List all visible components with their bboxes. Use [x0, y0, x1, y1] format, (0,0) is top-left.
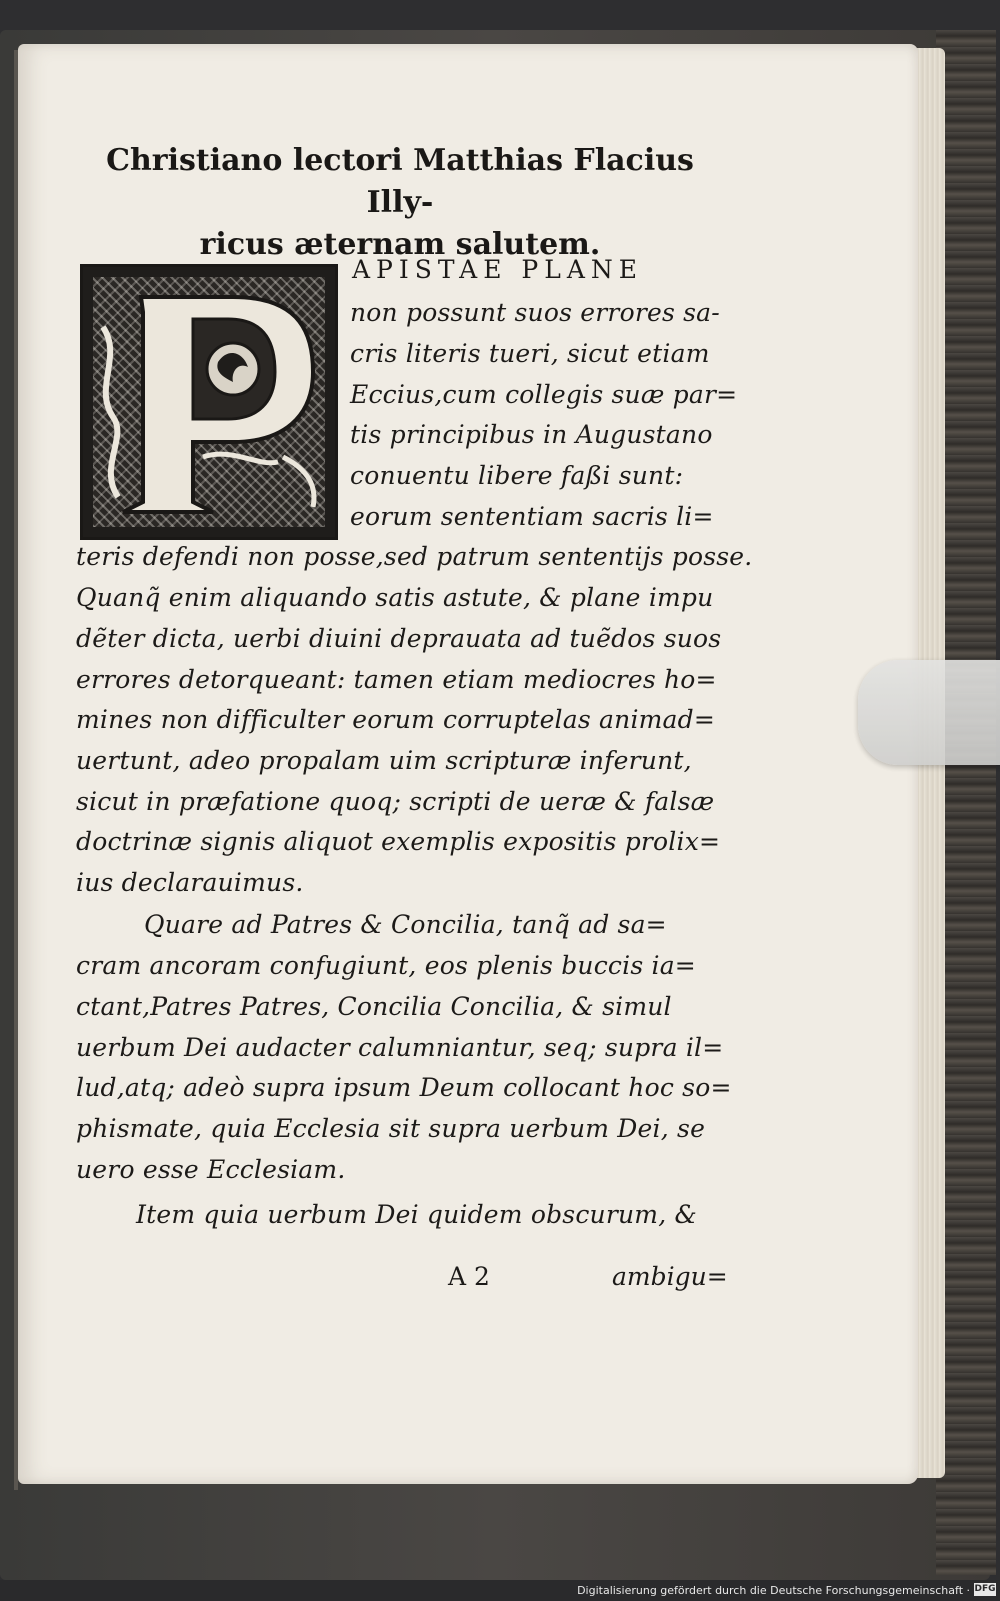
text-line: uertunt, adeo propalam uim scripturæ inferunt, [76, 746, 692, 775]
text-line: Eccius,cum collegis suæ par= [350, 380, 738, 409]
text-line: APISTAE PLANE [352, 255, 644, 284]
initial-letter-drawing [83, 267, 335, 537]
text-line: sicut in præfatione quoq; scripti de ueræ & falsæ [76, 787, 715, 816]
text-line: phismate, quia Ecclesia sit supra uerbum Dei, se [76, 1114, 706, 1143]
text-line: Item quia uerbum Dei quidem obscurum, & [136, 1200, 697, 1229]
catchword: ambigu= [612, 1262, 728, 1291]
text-line: non possunt suos errores sa- [350, 298, 720, 327]
text-line: lud,atq; adeò supra ipsum Deum collocant hoc so= [76, 1073, 732, 1102]
signature-mark: A 2 [448, 1262, 490, 1291]
text-line: tis principibus in Augustano [350, 420, 713, 449]
text-line: Quare ad Patres & Concilia, tanq̃ ad sa= [144, 910, 667, 939]
digitization-credit: Digitalisierung gefördert durch die Deutsche Forschungsgemeinschaft · [577, 1584, 970, 1597]
heading-line-2: ricus æternam salutem. [199, 227, 601, 262]
text-line: uerbum Dei audacter calumniantur, seq; supra il= [76, 1033, 724, 1062]
text-line: cris literis tueri, sicut etiam [350, 339, 710, 368]
text-line: conuentu libere faßi sunt: [350, 461, 684, 490]
decorated-initial-P-icon [80, 264, 338, 540]
page-heading [75, 140, 725, 266]
page-marker-tab [858, 660, 1000, 765]
text-line: dẽter dicta, uerbi diuini deprauata ad tuẽdos suos [76, 624, 722, 653]
dfg-logo-icon: DFG [974, 1584, 996, 1594]
text-line: mines non difficulter eorum corruptelas animad= [76, 705, 716, 734]
text-line: ctant,Patres Patres, Concilia Concilia, & simul [76, 992, 672, 1021]
text-line: doctrinæ signis aliquot exemplis expositis prolix= [76, 827, 721, 856]
text-line: Quanq̃ enim aliquando satis astute, & plane impu [76, 583, 714, 612]
text-line: eorum sententiam sacris li= [350, 502, 714, 531]
book-cover-edge [936, 30, 996, 1575]
text-line: ius declarauimus. [76, 868, 304, 897]
text-line: cram ancoram confugiunt, eos plenis buccis ia= [76, 951, 696, 980]
text-line: teris defendi non posse,sed patrum sententijs posse. [76, 542, 753, 571]
text-line: errores detorqueant: tamen etiam mediocres ho= [76, 665, 717, 694]
heading-line-1: Christiano lectori Matthias Flacius Illy- [106, 143, 694, 220]
text-line: uero esse Ecclesiam. [76, 1155, 346, 1184]
